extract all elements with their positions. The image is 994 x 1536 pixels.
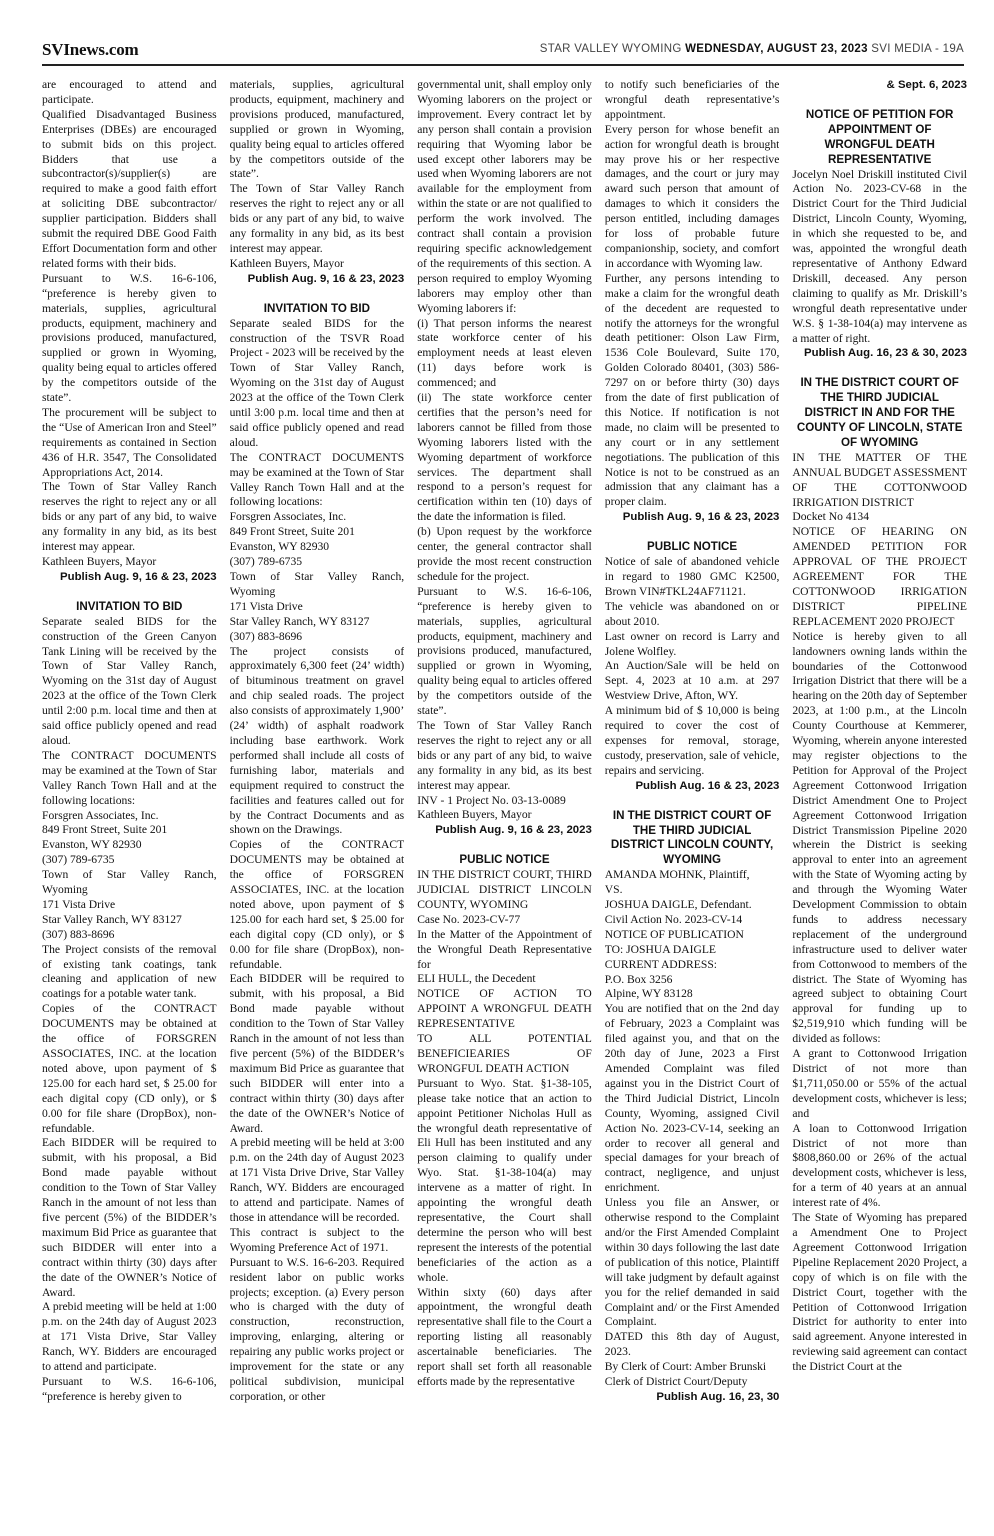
- notice-paragraph: TO ALL POTENTIAL BENEFICIEARIES OF WRONGFUL DEATH ACTION: [417, 1032, 592, 1075]
- notice-paragraph: Each BIDDER will be required to submit, with his proposal, a Bid Bond made payable without condition to the Town of Star Valley Ranch in the amount of not less than five percent (5%) of the BIDDER’s maximum Bid Price as guarantee that such BIDDER will enter into a contract within thirty (30) days after the date of the OWNER’s Notice of Award.: [42, 1136, 217, 1299]
- notice-paragraph: This contract is subject to the Wyoming Preference Act of 1971.: [229, 1225, 405, 1254]
- notice-paragraph: The CONTRACT DOCUMENTS may be examined at the Town of Star Valley Ranch Town Hall and at the following locations:: [229, 450, 405, 509]
- notice-paragraph: An Auction/Sale will be held on Sept. 4, 2023 at 10 a.m. at 297 Westview Drive, Afton, WY.: [604, 659, 780, 703]
- notice-paragraph: Every person for whose benefit an action for wrongful death is brought may prove his or her respective damages, and the court or jury may award such person that amount of damages to which it considers the person entitled, including damages for loss of probable future companionship, society, and comfort in accordance with Wyoming law.: [604, 122, 780, 270]
- notice-paragraph: A grant to Cottonwood Irrigation District of not more than $1,711,050.00 or 55% of the actual development costs, whichever is less; and: [792, 1047, 967, 1120]
- notice-paragraph: INV - 1 Project No. 03-13-0089: [417, 793, 566, 807]
- section-spacer: [417, 838, 592, 853]
- publish-dates: Publish Aug. 9, 16 & 23, 2023: [622, 511, 780, 524]
- notice-paragraph: A minimum bid of $ 10,000 is being required to cover the cost of expenses for removal, storage, custody, preservation, sale of vehicle, repairs and servicing.: [604, 704, 780, 777]
- column-1: [42, 78, 217, 1518]
- notice-paragraph: (307) 883-8696: [229, 629, 303, 643]
- notice-paragraph: Town of Star Valley Ranch, Wyoming: [229, 570, 405, 598]
- notice-paragraph: 171 Vista Drive: [229, 599, 303, 613]
- notice-paragraph: Docket No 4134: [792, 510, 870, 524]
- notice-paragraph: Pursuant to W.S. 16-6-203. Required resident labor on public works projects; exception. (a) Every person who is charged with the duty of construction, reconstruction, improving, enlarging, altering or repairing any public works project or improvement for the state or any political subdivision, municipal corporation, or other: [229, 1255, 405, 1403]
- notice-paragraph: (i) That person informs the nearest state workforce center of his employment needs at least eleven (11) days before work is commenced; and: [417, 316, 592, 390]
- notice-paragraph: In the Matter of the Appointment of the Wrongful Death Representative for: [417, 927, 592, 971]
- notice-paragraph: Notice of sale of abandoned vehicle in regard to 1980 GMC K2500, Brown VIN#TKL24AF71121.: [604, 555, 780, 598]
- notice-paragraph: The Town of Star Valley Ranch reserves the right to reject any or all bids or any part of any bid, to waive any formality in any bid, as its best interest may appear.: [42, 480, 217, 554]
- notice-paragraph: 849 Front Street, Suite 201: [229, 525, 355, 539]
- site-name[interactable]: SVInews.com: [42, 40, 139, 59]
- notice-paragraph: Forsgren Associates, Inc.: [229, 510, 347, 524]
- notice-paragraph: Copies of the CONTRACT DOCUMENTS may be obtained at the office of FORSGREN ASSOCIATES, INC. at the location noted above, upon payment of $ 125.00 for each hard set, $ 25.00 for each digital copy (CD only), or $ 0.00 for file share (DropBox), non-refundable.: [229, 838, 405, 971]
- notice-paragraph: AMANDA MOHNK, Plaintiff,: [604, 868, 750, 882]
- notice-heading: INVITATION TO BID: [263, 301, 371, 315]
- notice-paragraph: Notice is hereby given to all landowners owning lands within the boundaries of the Cottonwood Irrigation District that there will be a hearing on the 20th day of September 2023, at 1:00 p.m., at the Lincoln County Courthouse at Kemmerer, Wyoming, wherein anyone interested may register objections to the Petition for Approval of the Project Agreement Cottonwood Irrigation District Amendment One to Project Agreement Cottonwood Irrigation District Transmission Pipeline 2020 wherein the District is seeking approval to enter into an agreement with the State of Wyoming acting by and through the Wyoming Water Development Commission to obtain funds to address necessary replacement of the underground infrastructure used to deliver water from Cottonwood to members of the district. The State of Wyoming has agreed subject to obtaining Court approval for funding up to $2,519,910 which funding will be divided as follows:: [792, 629, 967, 1046]
- notice-paragraph: ELI HULL, the Decedent: [417, 972, 536, 986]
- notice-paragraph: The State of Wyoming has prepared a Amendment One to Project Agreement Cottonwood Irrigation Pipeline Replacement 2020 Project, a copy of which is on file with the District Court, together with the Petition of Cottonwood Irrigation District for authority to enter into said agreement. Anyone interested in reviewing said agreement can contact the District Court at the: [792, 1211, 967, 1374]
- notice-paragraph: Star Valley Ranch, WY 83127: [229, 614, 370, 628]
- notice-paragraph: Copies of the CONTRACT DOCUMENTS may be obtained at the office of FORSGREN ASSOCIATES, INC. at the location noted above, upon payment of $ 125.00 for each hard set, $ 25.00 for each digital copy (CD only), or $ 0.00 for file share (DropBox), non-refundable.: [42, 1002, 217, 1135]
- notice-paragraph: The Town of Star Valley Ranch reserves the right to reject any or all bids or any part of any bid, to waive any formality in any bid, as its best interest may appear.: [417, 718, 592, 792]
- column-3: [417, 78, 592, 1518]
- notice-paragraph: Evanston, WY 82930: [229, 540, 330, 554]
- dateline-page: SVI MEDIA - 19A: [871, 43, 964, 55]
- notice-heading: NOTICE OF PETITION FOR APPOINTMENT OF WRONGFUL DEATH REPRESENTATIVE: [805, 107, 954, 166]
- publish-dates: & Sept. 6, 2023: [886, 79, 967, 91]
- notice-paragraph: Pursuant to W.S. 16-6-106, “preference is hereby given to: [42, 1374, 217, 1403]
- notice-paragraph: Unless you file an Answer, or otherwise respond to the Complaint and/or the First Amended Complaint within 30 days following the last date of publication of this notice, Plaintiff will take judgment by default against you for the relief demanded in said Complaint and/ or the First Amended Complaint.: [604, 1196, 780, 1329]
- publish-dates: Publish Aug. 16, 23 & 30, 2023: [804, 347, 967, 360]
- notice-paragraph: A loan to Cottonwood Irrigation District of not more than $808,860.00 or 26% of the actual development costs, whichever is less, for a term of 40 years at an annual interest rate of 4%.: [792, 1121, 967, 1210]
- notice-paragraph: Town of Star Valley Ranch, Wyoming: [42, 868, 217, 897]
- notice-paragraph: NOTICE OF ACTION TO APPOINT A WRONGFUL DEATH REPRESENTATIVE: [417, 987, 592, 1031]
- notice-paragraph: (307) 789-6735: [229, 555, 303, 569]
- notice-paragraph: VS.: [604, 883, 623, 897]
- notice-paragraph: You are notified that on the 2nd day of February, 2023 a Complaint was filed against you, and that on the 20th day of June, 2023 a First Amended Complaint was filed against you in the District Court of the Third Judicial District, Lincoln County, Wyoming, assigned Civil Action No. 2023-CV-14, seeking an order to recover all general and special damages for your breach of contract, negligence, and unjust enrichment.: [604, 1002, 780, 1195]
- notice-paragraph: 849 Front Street, Suite 201: [42, 823, 168, 837]
- notice-heading: PUBLIC NOTICE: [459, 853, 550, 867]
- section-spacer: [792, 93, 967, 108]
- legal-notices-columns: [42, 78, 967, 1518]
- notice-paragraph: TO: JOSHUA DAIGLE: [604, 942, 716, 956]
- notice-paragraph: Within sixty (60) days after appointment, the wrongful death representative shall file to the Court a reporting listing all reasonably ascertainable beneficiaries. The report shall set forth all reasonable efforts made by the representative: [417, 1285, 592, 1388]
- notice-paragraph: IN THE MATTER OF THE ANNUAL BUDGET ASSESSMENT OF THE COTTONWOOD IRRIGATION DISTRICT: [792, 450, 967, 509]
- notice-paragraph: Qualified Disadvantaged Business Enterprises (DBEs) are encouraged to submit bids on this project. Bidders that use a subcontractor(s)/supplier(s) are required to make a good faith effort at soliciting DBE subcontractor/ supplier participation. Bidders shall submit the required DBE Good Faith Effort Documentation form and other related forms with their bids.: [42, 107, 217, 270]
- publish-dates: Publish Aug. 16, 23, 30: [656, 1390, 780, 1403]
- notice-paragraph: A prebid meeting will be held at 1:00 p.m. on the 24th day of August 2023 at 171 Vista Drive, Star Valley Ranch, WY. Bidders are encouraged to attend and participate.: [42, 1300, 217, 1374]
- notice-paragraph: (b) Upon request by the workforce center, the general contractor shall provide the most recent construction schedule for the project.: [417, 525, 592, 583]
- notice-paragraph: DATED this 8th day of August, 2023.: [604, 1330, 780, 1359]
- notice-paragraph: A prebid meeting will be held at 3:00 p.m. on the 24th day of August 2023 at 171 Vista Drive Drive, Star Valley Ranch, WY. Bidders are encouraged to attend and participate. Names of those in attendance will be recorded.: [229, 1136, 405, 1224]
- notice-paragraph: The Project consists of the removal of existing tank coatings, tank cleaning and application of new coatings for a potable water tank.: [42, 942, 217, 1001]
- notice-paragraph: Clerk of District Court/Deputy: [604, 1375, 748, 1389]
- dateline: [540, 43, 964, 55]
- notice-paragraph: NOTICE OF PUBLICATION: [604, 927, 744, 941]
- section-spacer: [605, 794, 780, 809]
- section-spacer: [42, 585, 217, 600]
- notice-paragraph: are encouraged to attend and participate.: [42, 78, 217, 106]
- notice-paragraph: The procurement will be subject to the “Use of American Iron and Steel” requirements as contained in Section 436 of H.R. 3547, The Consolidated Appropriations Act, 2014.: [42, 405, 217, 479]
- notice-paragraph: Alpine, WY 83128: [604, 987, 693, 1001]
- notice-heading: INVITATION TO BID: [76, 599, 183, 613]
- section-spacer: [792, 361, 967, 376]
- notice-paragraph: to notify such beneficiaries of the wrongful death representative’s appointment.: [604, 78, 780, 121]
- column-5: [792, 78, 967, 1518]
- notice-paragraph: governmental unit, shall employ only Wyoming laborers on the project or improvement. Every contract let by any person shall contain a provision requiring that Wyoming labor be used except other laborers may be used when Wyoming laborers are not available for the employment from within the state or are not qualified to perform the work involved. The contract shall contain a provision requiring specific acknowledgement of the requirements of this section. A person required to employ Wyoming laborers may employ other than Wyoming laborers if:: [417, 78, 592, 315]
- notice-paragraph: materials, supplies, agricultural products, equipment, machinery and provisions produced, manufactured, supplied or grown in Wyoming, quality being equal to articles offered by the competitors outside of the state”.: [229, 78, 405, 181]
- section-spacer: [605, 525, 780, 540]
- notice-paragraph: The CONTRACT DOCUMENTS may be examined at the Town of Star Valley Ranch Town Hall and at the following locations:: [42, 748, 217, 807]
- notice-paragraph: Case No. 2023-CV-77: [417, 912, 521, 926]
- notice-paragraph: (307) 883-8696: [42, 927, 115, 941]
- notice-paragraph: Jocelyn Noel Driskill instituted Civil Action No. 2023-CV-68 in the District Court for the Third Judicial District, Lincoln County, Wyoming, in which she requested to be, and was, appointed the wrongful death representative of Anthony Edward Driskill, deceased. Any person claiming to qualify as Mr. Driskill’s wrongful death representative under W.S. § 1-38-104(a) may intervene as a matter of right.: [792, 167, 967, 345]
- notice-paragraph: Last owner on record is Larry and Jolene Wolfley.: [604, 629, 780, 658]
- notice-paragraph: By Clerk of Court: Amber Brunski: [604, 1360, 767, 1374]
- notice-paragraph: CURRENT ADDRESS:: [604, 957, 717, 971]
- masthead: [42, 36, 964, 66]
- notice-paragraph: JOSHUA DAIGLE, Defendant.: [604, 898, 752, 912]
- notice-paragraph: Star Valley Ranch, WY 83127: [42, 912, 182, 926]
- notice-heading: IN THE DISTRICT COURT OF THE THIRD JUDICIAL DISTRICT IN AND FOR THE COUNTY OF LINCOLN, STATE OF WYOMING: [796, 376, 963, 449]
- notice-paragraph: (307) 789-6735: [42, 853, 115, 867]
- notice-paragraph: Civil Action No. 2023-CV-14: [604, 912, 743, 926]
- notice-paragraph: Kathleen Buyers, Mayor: [417, 808, 532, 822]
- notice-paragraph: Forsgren Associates, Inc.: [42, 808, 159, 822]
- notice-heading: IN THE DISTRICT COURT OF THE THIRD JUDICIAL DISTRICT LINCOLN COUNTY, WYOMING: [610, 808, 774, 867]
- notice-paragraph: Pursuant to Wyo. Stat. §1-38-105, please take notice that an action to appoint Petitioner Nicholas Hull as the wrongful death representative of Eli Hull has been instituted and any person claiming to qualify under Wyo. Stat. §1-38-104(a) may intervene as a matter of right. In appointing the wrongful death representative, the Court shall determine the person who will best represent the interests of the potential beneficiaries of the action as a whole.: [417, 1076, 592, 1284]
- notice-paragraph: Separate sealed BIDS for the construction of the TSVR Road Project - 2023 will be received by the Town of Star Valley Ranch, Wyoming on the 31st day of August 2023 at the office of the Town Clerk until 3:00 p.m. local time and then at said office publicly opened and read aloud.: [229, 316, 405, 449]
- notice-paragraph: P.O. Box 3256: [604, 972, 673, 986]
- dateline-location: STAR VALLEY WYOMING: [539, 43, 682, 55]
- publish-dates: Publish Aug. 16 & 23, 2023: [635, 779, 780, 792]
- notice-paragraph: Separate sealed BIDS for the construction of the Green Canyon Tank Lining will be received by the Town of Star Valley Ranch, Wyoming on the 31st day of August 2023 at the office of the Town Clerk until 2:00 p.m. local time and then at said office publicly opened and read aloud.: [42, 614, 217, 747]
- notice-paragraph: NOTICE OF HEARING ON AMENDED PETITION FOR APPROVAL OF THE PROJECT AGREEMENT FOR THE COTTONWOOD IRRIGATION DISTRICT PIPELINE REPLACEMENT 2020 PROJECT: [792, 525, 967, 628]
- notice-paragraph: The Town of Star Valley Ranch reserves the right to reject any or all bids or any part of any bid, to waive any formality in any bid, as its best interest may appear.: [229, 182, 405, 255]
- publish-dates: Publish Aug. 9, 16 & 23, 2023: [435, 824, 592, 837]
- notice-paragraph: The vehicle was abandoned on or about 2010.: [604, 599, 780, 628]
- publish-dates: Publish Aug. 9, 16 & 23, 2023: [60, 570, 217, 583]
- notice-paragraph: Kathleen Buyers, Mayor: [229, 256, 344, 270]
- notice-paragraph: Pursuant to W.S. 16-6-106, “preference is hereby given to materials, supplies, agricultural products, equipment, machinery and provisions produced, manufactured, supplied or grown in Wyoming, quality being equal to articles offered by the competitors outside of the state”.: [417, 584, 592, 718]
- notice-paragraph: Pursuant to W.S. 16-6-106, “preference is hereby given to materials, supplies, agricultural products, equipment, machinery and provisions produced, manufactured, supplied or grown in Wyoming, quality being equal to articles offered by the competitors outside of the state”.: [42, 271, 217, 405]
- dateline-date: WEDNESDAY, AUGUST 23, 2023: [685, 43, 868, 55]
- notice-paragraph: The project consists of approximately 6,300 feet (24’ width) of bituminous treatment on gravel and chip sealed roads. The project also consists of approximately 1,900’ (24’ width) of asphalt roadwork including base earthwork. Work performed shall include all costs of furnishing labor, materials and equipment required to construct the facilities and features called out for by the Contract Documents and as shown on the Drawings.: [229, 644, 405, 837]
- notice-paragraph: IN THE DISTRICT COURT, THIRD JUDICIAL DISTRICT LINCOLN COUNTY, WYOMING: [417, 868, 592, 911]
- notice-paragraph: (ii) The state workforce center certifies that the person’s need for laborers cannot be filled from those Wyoming laborers listed with the Wyoming department of workforce services. The department shall respond to a person’s request for certification within ten (10) days of the date the information is filed.: [417, 391, 592, 524]
- notice-paragraph: Kathleen Buyers, Mayor: [42, 555, 157, 568]
- notice-paragraph: Each BIDDER will be required to submit, with his proposal, a Bid Bond made payable without condition to the Town of Star Valley Ranch in the amount of not less than five percent (5%) of the BIDDER’s maximum Bid Price as guarantee that such BIDDER will enter into a contract within thirty (30) days after the date of the OWNER’s Notice of Award.: [229, 972, 405, 1135]
- column-2: [230, 78, 405, 1518]
- notice-paragraph: Further, any persons intending to make a claim for the wrongful death of the decedent are requested to notify the attorneys for the wrongful death petitioner: Olson Law Firm, 1536 Cole Boulevard, Suite 170, Golden Colorado 80401, (303) 586-7297 on or before thirty (30) days from the date of first publication of this Notice. If notification is not made, no claim will be presented to any court or in any settlement negotiations. The publication of this Notice is not to be construed as an admission that any claimant has a proper claim.: [604, 271, 780, 509]
- notice-paragraph: 171 Vista Drive: [42, 897, 116, 911]
- column-4: [605, 78, 780, 1518]
- publish-dates: Publish Aug. 9, 16 & 23, 2023: [247, 272, 405, 285]
- notice-paragraph: Evanston, WY 82930: [42, 838, 142, 852]
- section-spacer: [230, 287, 405, 302]
- notice-heading: PUBLIC NOTICE: [646, 540, 738, 554]
